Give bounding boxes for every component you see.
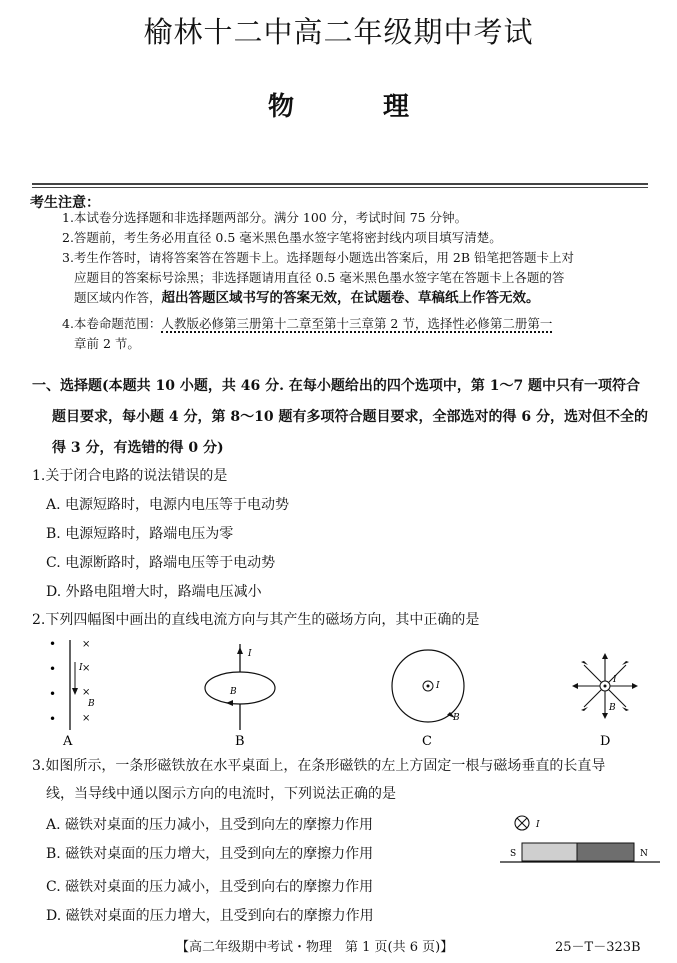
- notice-warning: 超出答题区域书写的答案无效，在试题卷、草稿纸上作答无效。: [161, 290, 540, 306]
- q3-option-a: A. 磁铁对桌面的压力减小，且受到向左的摩擦力作用: [46, 817, 374, 833]
- q3-figure: [500, 810, 660, 870]
- fig-a-cross-1: ×: [82, 639, 91, 650]
- notice-item-3: 3.考生作答时，请将答案答在答题卡上。选择题每小题选出答案后，用 2B 铅笔把答题卡上对: [62, 250, 575, 265]
- fig-c-label: C: [422, 734, 432, 749]
- fig-d-B: B: [609, 703, 616, 713]
- fig-d-label: D: [600, 734, 611, 749]
- notice-item-4-cont: 章前 2 节。: [74, 336, 140, 351]
- section-header-line-2: 题目要求，每小题 4 分，第 8～10 题有多项符合题目要求，全部选对的得 6 分，选对但不全的: [52, 409, 648, 425]
- section-header-line-3: 得 3 分，有选错的得 0 分): [52, 440, 224, 456]
- q3-stem-line-1: 3.如图所示，一条形磁铁放在水平桌面上，在条形磁铁的左上方固定一根与磁场垂直的长直导: [32, 758, 606, 774]
- q2-figures: [0, 632, 677, 750]
- fig-a-cross-4: ×: [82, 713, 91, 724]
- q3-wire-I: I: [536, 820, 540, 830]
- exam-title: 榆林十二中高二年级期中考试: [143, 15, 534, 49]
- q3-option-b: B. 磁铁对桌面的压力增大，且受到向左的摩擦力作用: [46, 846, 374, 862]
- notice-item-2: 2.答题前，考生务必用直径 0.5 毫米黑色墨水签字笔将密封线内项目填写清楚。: [62, 230, 502, 245]
- wire-into-page-icon: [515, 816, 529, 830]
- header-rule: [32, 183, 648, 185]
- notice-scope: 人教版必修第三册第十二章至第十三章第 2 节，选择性必修第二册第一: [161, 316, 553, 331]
- fig-b-label: B: [235, 734, 245, 749]
- magnet-n-half: [577, 843, 634, 861]
- notice-item-3-text: 题区域内作答，: [74, 290, 162, 305]
- section-header-line-1: 一、选择题(本题共 10 小题，共 46 分. 在每小题给出的四个选项中，第 1～7 题中只有一项符合: [32, 378, 641, 394]
- notice-item-1: 1.本试卷分选择题和非选择题两部分。满分 100 分，考试时间 75 分钟。: [62, 210, 468, 225]
- fig-a-cross-2: ×: [82, 663, 91, 674]
- q2-stem: 2.下列四幅图中画出的直线电流方向与其产生的磁场方向，其中正确的是: [32, 612, 480, 628]
- q1-option-c: C. 电源断路时，路端电压等于电动势: [46, 555, 276, 571]
- notice-heading: 考生注意：: [30, 195, 100, 211]
- fig-a-dot-3: •: [49, 687, 57, 701]
- q1-stem: 1.关于闭合电路的说法错误的是: [32, 468, 228, 484]
- notice-item-4: [62, 314, 552, 334]
- header-rule-thin: [32, 187, 648, 188]
- fig-b-I: I: [248, 649, 252, 659]
- fig-c-B: B: [453, 713, 460, 723]
- fig-a-I: I: [79, 663, 83, 673]
- footer-code: 25－T－323B: [555, 940, 641, 955]
- fig-a-label: A: [63, 734, 73, 749]
- fig-c-I: I: [436, 681, 440, 691]
- q3-stem-line-2: 线，当导线中通以图示方向的电流时，下列说法正确的是: [46, 786, 396, 802]
- q1-option-b: B. 电源短路时，路端电压为零: [46, 526, 234, 542]
- subject-title: 物 理: [267, 92, 450, 122]
- magnet-s-label: S: [510, 849, 517, 859]
- figure-b: [205, 644, 275, 749]
- magnet-s-half: [522, 843, 577, 861]
- fig-a-dot-4: •: [49, 712, 57, 726]
- fig-b-B: B: [230, 687, 237, 697]
- fig-a-B: B: [88, 699, 95, 709]
- figure-d: [572, 653, 638, 749]
- fig-a-dot-2: •: [49, 662, 57, 676]
- fig-a-cross-3: ×: [82, 687, 91, 698]
- q1-option-d: D. 外路电阻增大时，路端电压减小: [46, 584, 262, 600]
- fig-d-I: I: [613, 675, 617, 685]
- magnet-n-label: N: [640, 849, 648, 859]
- notice-item-3-end: [74, 288, 540, 308]
- figure-a: [49, 637, 95, 749]
- notice-item-3-cont: 应题目的答案标号涂黑；非选择题请用直径 0.5 毫米黑色墨水签字笔在答题卡上各题的答: [74, 270, 565, 285]
- q1-option-a: A. 电源短路时，电源内电压等于电动势: [46, 497, 290, 513]
- figure-c: [392, 650, 464, 749]
- fig-a-dot-1: •: [49, 637, 57, 651]
- notice-item-4-label: 4.本卷命题范围：: [62, 316, 162, 331]
- footer-page-info: 【高二年级期中考试・物理 第 1 页(共 6 页)】: [176, 940, 454, 955]
- q3-option-d: D. 磁铁对桌面的压力增大，且受到向右的摩擦力作用: [46, 908, 374, 924]
- q3-option-c: C. 磁铁对桌面的压力减小，且受到向右的摩擦力作用: [46, 879, 374, 895]
